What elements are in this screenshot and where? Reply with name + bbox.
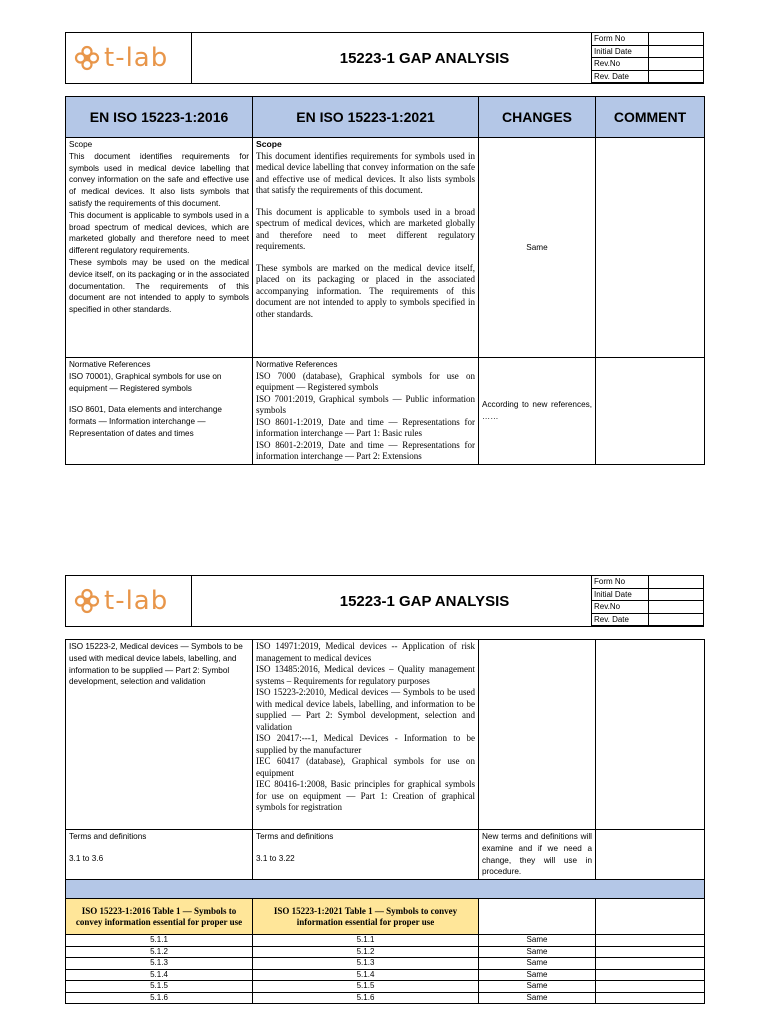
tlab-flower-icon	[74, 588, 100, 614]
iso-comment-cell	[596, 640, 705, 830]
terms-new-title: Terms and definitions	[256, 832, 334, 841]
iso-new-item: IEC 60417 (database), Graphical symbols for use on equipment	[256, 756, 475, 778]
meta-value	[649, 70, 704, 83]
normative-new-item: ISO 8601-2:2019, Date and time — Representations for information interchange — Part 2: Extensions	[256, 439, 475, 461]
clause-comment	[596, 981, 705, 993]
iso-new-item: ISO 13485:2016, Medical devices – Quality management systems – Requirements for regulatory purposes	[256, 664, 475, 686]
terms-new-range: 3.1 to 3.22	[256, 853, 295, 863]
meta-label: Rev.No	[592, 58, 649, 71]
column-header: EN ISO 15223-1:2016	[66, 97, 253, 138]
normative-comment-cell	[596, 358, 705, 465]
clause-comment	[596, 958, 705, 970]
normative-old-cell	[66, 358, 253, 465]
form-meta-table	[591, 32, 704, 83]
meta-label: Initial Date	[592, 45, 649, 58]
tlab-logo	[74, 586, 168, 616]
meta-value	[649, 58, 704, 71]
clause-old: 5.1.3	[66, 958, 253, 970]
scope-new-p3: These symbols are marked on the medical device itself, placed on its packaging or placed in the associated accompanying information. The requirements of this document are not intended to apply to symbols specified in other standards.	[256, 262, 475, 319]
scope-old-title: Scope	[69, 140, 93, 149]
iso-change-cell	[479, 640, 596, 830]
scope-old-p2: This document is applicable to symbols used in a broad spectrum of medical devices, which are marketed globally and therefore need to meet different regulatory requirements.	[69, 210, 249, 256]
clause-change: Same	[479, 935, 596, 947]
logo-text: t-lab	[104, 43, 169, 73]
iso-new-item: ISO 20417:---1, Medical Devices - Information to be supplied by the manufacturer	[256, 733, 475, 755]
scope-new-p2: This document is applicable to symbols used in a broad spectrum of medical devices, which are marketed globally and therefore need to meet different regulatory requirements.	[256, 206, 475, 251]
form-meta-table	[591, 575, 704, 626]
scope-new-p1: This document identifies requirements for symbols used in medical device labelling that convey information on the safe and effective use of medical devices. It also lists symbols that satisfy the requirements of this document.	[256, 150, 475, 195]
document-title: 15223-1 GAP ANALYSIS	[339, 592, 510, 610]
clause-old: 5.1.1	[66, 935, 253, 947]
logo-cell	[66, 33, 192, 83]
terms-old-title: Terms and definitions	[69, 832, 147, 841]
table-row	[66, 981, 705, 993]
terms-old-range: 3.1 to 3.6	[69, 853, 104, 863]
normative-new-cell	[253, 358, 479, 465]
section-band-cell	[66, 880, 705, 899]
gap-analysis-table-2	[65, 639, 705, 1004]
clause-comment	[596, 992, 705, 1004]
logo-cell	[66, 576, 192, 626]
table-row	[66, 992, 705, 1004]
clause-old: 5.1.2	[66, 946, 253, 958]
symbols-old-header: ISO 15223-1:2016 Table 1 — Symbols to convey information essential for proper use	[66, 899, 253, 935]
scope-old-cell	[66, 138, 253, 358]
scope-new-cell	[253, 138, 479, 358]
gap-analysis-table-1	[65, 96, 705, 465]
table-row	[66, 935, 705, 947]
clause-new: 5.1.4	[253, 969, 479, 981]
clause-change: Same	[479, 946, 596, 958]
symbols-new-header: ISO 15223-1:2021 Table 1 — Symbols to convey information essential for proper use	[253, 899, 479, 935]
meta-value	[649, 601, 704, 614]
meta-value	[649, 588, 704, 601]
clause-new: 5.1.5	[253, 981, 479, 993]
iso-new-item: IEC 80416-1:2008, Basic principles for graphical symbols for use on equipment — Part 1: Creation of graphical symbols for registration	[256, 779, 475, 812]
table-row	[66, 958, 705, 970]
iso-new-cell	[253, 640, 479, 830]
normative-new-item: ISO 8601-1:2019, Date and time — Representations for information interchange — Part 1: Basic rules	[256, 416, 475, 438]
scope-new-title: Scope	[256, 139, 282, 149]
symbols-change-header	[479, 899, 596, 935]
document-title: 15223-1 GAP ANALYSIS	[339, 49, 510, 67]
meta-label: Form No	[592, 576, 649, 589]
meta-label: Form No	[592, 33, 649, 46]
clause-new: 5.1.2	[253, 946, 479, 958]
clause-change: Same	[479, 981, 596, 993]
iso-new-item: ISO 14971:2019, Medical devices -- Application of risk management to medical devices	[256, 641, 475, 663]
clause-new: 5.1.6	[253, 992, 479, 1004]
column-header: CHANGES	[479, 97, 596, 138]
clause-comment	[596, 935, 705, 947]
iso-old-item: ISO 15223-2, Medical devices — Symbols to be used with medical device labels, labelling, and information to be supplied — Part 2: Symbol development, selection and validation	[69, 642, 243, 687]
logo-text: t-lab	[104, 586, 169, 616]
clause-comment	[596, 969, 705, 981]
form-header-1	[65, 32, 704, 84]
normative-old-title: Normative References	[69, 360, 151, 369]
scope-change-cell: Same	[479, 138, 596, 358]
normative-new-item: ISO 7001:2019, Graphical symbols — Public information symbols	[256, 393, 475, 415]
terms-comment-cell	[596, 830, 705, 880]
terms-new-cell	[253, 830, 479, 880]
normative-new-item: ISO 7000 (database), Graphical symbols for use on equipment — Registered symbols	[256, 370, 475, 392]
meta-value	[649, 576, 704, 589]
table-row	[66, 969, 705, 981]
symbols-comment-header	[596, 899, 705, 935]
meta-label: Rev. Date	[592, 613, 649, 626]
normative-new-title: Normative References	[256, 360, 338, 369]
meta-value	[649, 45, 704, 58]
meta-label: Rev.No	[592, 601, 649, 614]
clause-new: 5.1.1	[253, 935, 479, 947]
scope-old-p3: These symbols may be used on the medical device itself, on its packaging or in the associated documentation. The requirements of this document are not intended to apply to symbols specified in other standards.	[69, 257, 249, 315]
terms-change-cell: New terms and definitions will examine and if we need a change, they will use in procedure.	[479, 830, 596, 880]
meta-value	[649, 613, 704, 626]
clause-old: 5.1.5	[66, 981, 253, 993]
scope-old-p1: This document identifies requirements for symbols used in medical device labelling that convey information on the safe and effective use of medical devices. It also lists symbols that satisfy the requirements of this document.	[69, 151, 249, 208]
clause-old: 5.1.4	[66, 969, 253, 981]
tlab-flower-icon	[74, 45, 100, 71]
iso-old-cell	[66, 640, 253, 830]
normative-old-item: ISO 70001), Graphical symbols for use on equipment — Registered symbols	[69, 371, 222, 393]
clause-new: 5.1.3	[253, 958, 479, 970]
terms-old-cell	[66, 830, 253, 880]
iso-new-item: ISO 15223-2:2010, Medical devices — Symbols to be used with medical device labels, labelling, and information to be supplied — Part 2: Symbol development, selection and validation	[256, 687, 475, 732]
column-header: COMMENT	[596, 97, 705, 138]
column-header: EN ISO 15223-1:2021	[253, 97, 479, 138]
clause-change: Same	[479, 958, 596, 970]
form-header-2	[65, 575, 704, 627]
meta-label: Rev. Date	[592, 70, 649, 83]
clause-change: Same	[479, 969, 596, 981]
table-row	[66, 946, 705, 958]
tlab-logo	[74, 43, 168, 73]
clause-comment	[596, 946, 705, 958]
normative-old-item: ISO 8601, Data elements and interchange formats — Information interchange — Representation of dates and times	[69, 405, 222, 438]
meta-value	[649, 33, 704, 46]
scope-comment-cell	[596, 138, 705, 358]
clause-change: Same	[479, 992, 596, 1004]
meta-label: Initial Date	[592, 588, 649, 601]
section-band	[66, 880, 705, 899]
clause-old: 5.1.6	[66, 992, 253, 1004]
normative-change-cell: According to new references, ……	[479, 358, 596, 465]
